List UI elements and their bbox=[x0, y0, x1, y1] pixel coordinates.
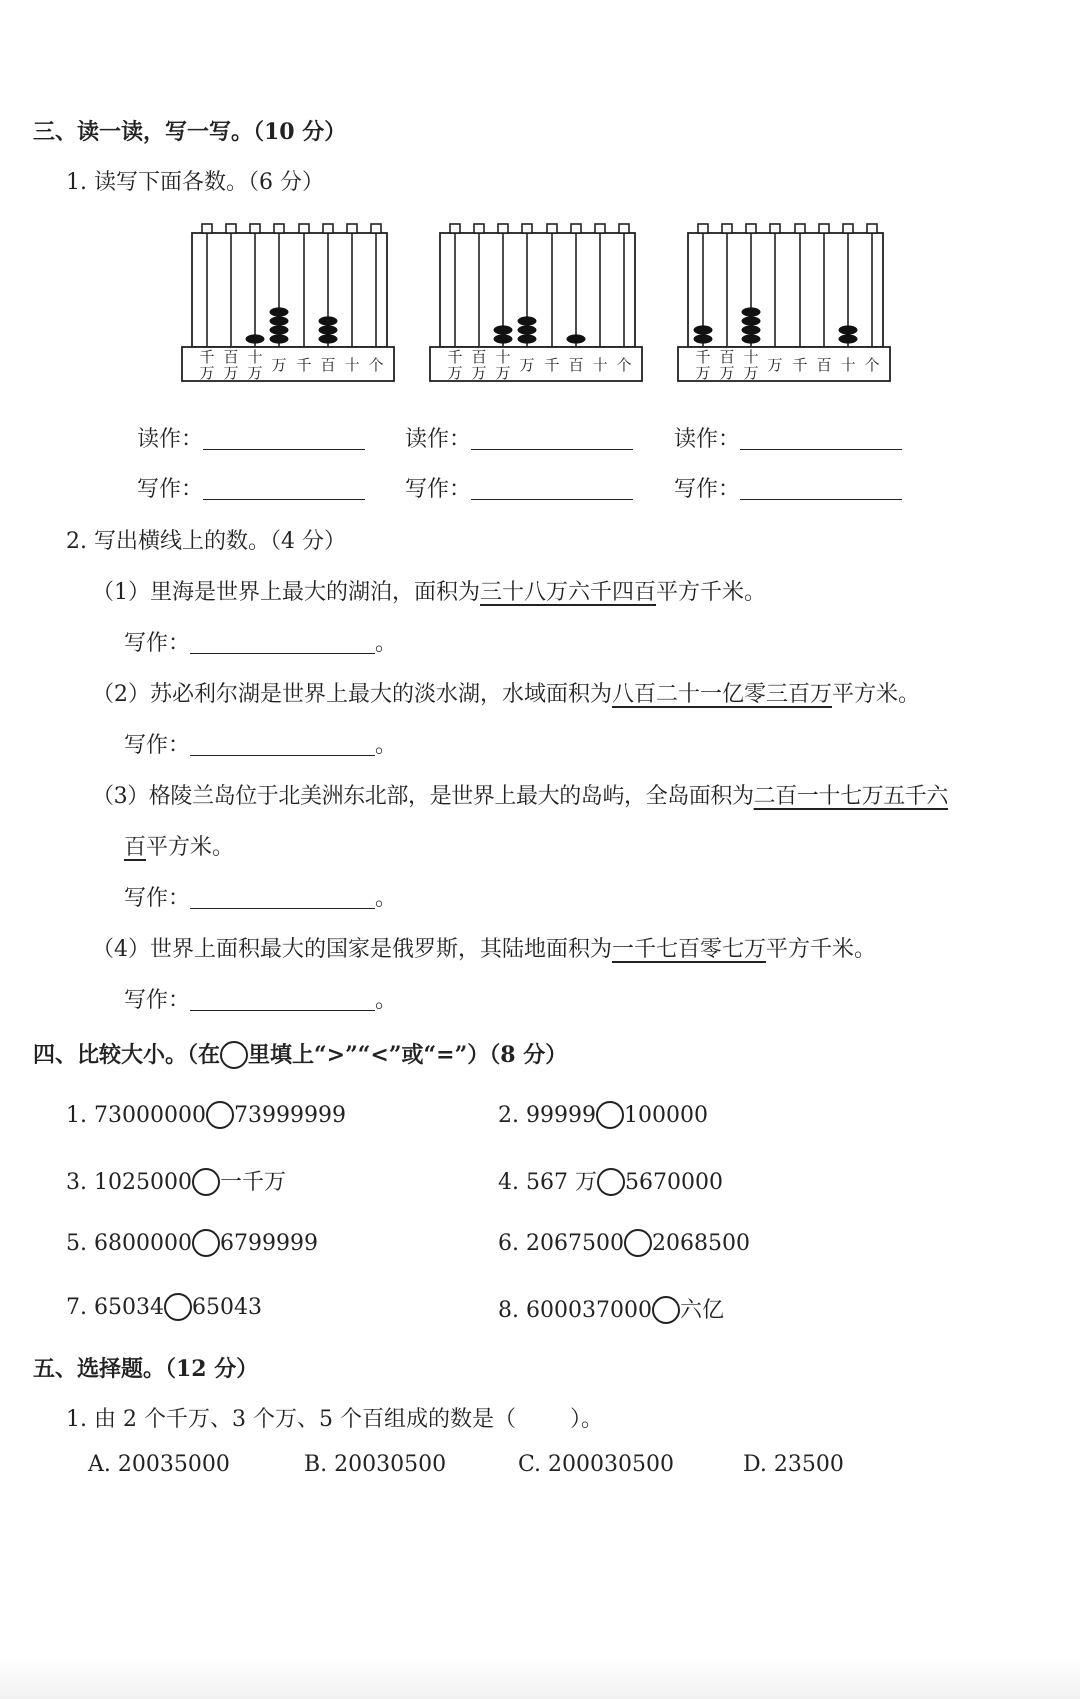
section-3-title: 三、读一读，写一写。（10 分） bbox=[33, 119, 347, 145]
question-1-title: 1. 读写下面各数。（6 分） bbox=[66, 170, 324, 195]
abacus-bead bbox=[270, 316, 289, 325]
answer-blank[interactable] bbox=[203, 449, 365, 450]
rod-cap bbox=[722, 224, 732, 233]
compare-item-3: 3. 1025000 一千万 bbox=[66, 1170, 286, 1195]
answer-blank[interactable] bbox=[471, 449, 633, 450]
answer-blank[interactable] bbox=[203, 499, 365, 500]
abacus-1 bbox=[182, 224, 394, 382]
place-label: 千 bbox=[695, 348, 711, 366]
underlined-number: 一千七百零七万 bbox=[612, 937, 767, 962]
compare-circle[interactable] bbox=[596, 1101, 624, 1129]
abacus-bead bbox=[270, 325, 289, 334]
place-label: 百 bbox=[320, 356, 336, 374]
place-label: 万 bbox=[743, 364, 759, 382]
question-2-title: 2. 写出横线上的数。（4 分） bbox=[66, 529, 346, 554]
abacus-bead bbox=[494, 325, 513, 334]
compare-circle[interactable] bbox=[624, 1229, 652, 1257]
answer-blank[interactable] bbox=[190, 908, 375, 909]
page-bottom-edge bbox=[0, 1659, 1080, 1699]
q2-item-3: （3）格陵兰岛位于北美洲东北部，是世界上最大的岛屿，全岛面积为二百一十七万五千六 bbox=[92, 784, 949, 809]
rod-cap bbox=[547, 224, 557, 233]
place-label: 千 bbox=[199, 348, 215, 366]
place-label: 百 bbox=[719, 348, 735, 366]
abacus-bead bbox=[742, 316, 761, 325]
place-label: 百 bbox=[471, 348, 487, 366]
answer-blank[interactable] bbox=[190, 653, 375, 654]
read-label: 读作： bbox=[137, 427, 204, 452]
option-d[interactable]: D. 23500 bbox=[743, 1452, 844, 1477]
place-label: 十 bbox=[344, 356, 360, 374]
q2-answer-2: 写作： 。 bbox=[124, 733, 398, 758]
compare-circle[interactable] bbox=[597, 1168, 625, 1196]
rod-cap bbox=[795, 224, 805, 233]
place-label: 万 bbox=[223, 364, 239, 382]
place-label: 个 bbox=[616, 356, 632, 374]
underlined-number: 二百一十七万五千六 bbox=[753, 784, 949, 809]
write-label: 写作： bbox=[674, 477, 741, 502]
abacus-bead bbox=[518, 334, 537, 343]
rod-cap bbox=[698, 224, 708, 233]
read-label: 读作： bbox=[405, 427, 472, 452]
abacus-frame bbox=[192, 233, 387, 347]
compare-circle[interactable] bbox=[652, 1296, 680, 1324]
rod-cap bbox=[299, 224, 309, 233]
answer-blank[interactable] bbox=[740, 449, 902, 450]
compare-item-1: 1. 73000000 73999999 bbox=[66, 1103, 346, 1128]
compare-circle[interactable] bbox=[164, 1293, 192, 1321]
rod-cap bbox=[474, 224, 484, 233]
place-label: 千 bbox=[544, 356, 560, 374]
place-label: 万 bbox=[247, 364, 263, 382]
abacus-3 bbox=[678, 224, 890, 382]
option-b[interactable]: B. 20030500 bbox=[304, 1452, 447, 1477]
rod-cap bbox=[323, 224, 333, 233]
place-label: 千 bbox=[447, 348, 463, 366]
underlined-number: 百 bbox=[124, 835, 147, 860]
abacus-bead bbox=[518, 316, 537, 325]
abacus-bead bbox=[494, 334, 513, 343]
abacus-bead bbox=[319, 334, 338, 343]
abacus-bead bbox=[839, 334, 858, 343]
answer-blank[interactable] bbox=[190, 755, 375, 756]
place-label: 万 bbox=[495, 364, 511, 382]
place-label: 十 bbox=[495, 348, 511, 366]
place-label: 个 bbox=[864, 356, 880, 374]
abacus-bead bbox=[742, 307, 761, 316]
place-label: 十 bbox=[743, 348, 759, 366]
compare-item-8: 8. 600037000 六亿 bbox=[498, 1298, 724, 1323]
compare-item-5: 5. 6800000 6799999 bbox=[66, 1231, 318, 1256]
place-label: 十 bbox=[840, 356, 856, 374]
answer-blank[interactable] bbox=[190, 1010, 375, 1011]
abacus-bead bbox=[694, 325, 713, 334]
compare-circle[interactable] bbox=[192, 1229, 220, 1257]
q2-item-2: （2）苏必利尔湖是世界上最大的淡水湖，水域面积为八百二十一亿零三百万平方米。 bbox=[92, 682, 921, 707]
rod-cap bbox=[498, 224, 508, 233]
section-4-title: 四、比较大小。（在 里填上“>”“<”或“=”）（8 分） bbox=[33, 1042, 568, 1068]
place-label: 万 bbox=[199, 364, 215, 382]
q2-item-1: （1）里海是世界上最大的湖泊，面积为三十八万六千四百平方千米。 bbox=[92, 580, 767, 605]
place-label: 万 bbox=[519, 356, 535, 374]
abacus-2 bbox=[430, 224, 642, 382]
abacus-bead bbox=[742, 325, 761, 334]
write-label: 写作： bbox=[405, 477, 472, 502]
place-label: 万 bbox=[767, 356, 783, 374]
q2-answer-3: 写作： 。 bbox=[124, 886, 398, 911]
answer-blank[interactable] bbox=[471, 499, 633, 500]
rod-cap bbox=[522, 224, 532, 233]
abacus-bead bbox=[694, 334, 713, 343]
rod-cap bbox=[571, 224, 581, 233]
choice-question-1: 1. 由 2 个千万、3 个万、5 个百组成的数是（ ）。 bbox=[66, 1407, 603, 1432]
rod-cap bbox=[450, 224, 460, 233]
place-label: 百 bbox=[816, 356, 832, 374]
place-label: 万 bbox=[471, 364, 487, 382]
rod-cap bbox=[819, 224, 829, 233]
rod-cap bbox=[347, 224, 357, 233]
place-label: 百 bbox=[568, 356, 584, 374]
compare-item-2: 2. 99999 100000 bbox=[498, 1103, 708, 1128]
abacus-figures bbox=[0, 215, 1080, 390]
rod-cap bbox=[274, 224, 284, 233]
abacus-bead bbox=[270, 334, 289, 343]
q2-item-3-cont: 百平方米。 bbox=[124, 835, 235, 860]
rod-cap bbox=[226, 224, 236, 233]
q2-answer-4: 写作： 。 bbox=[124, 988, 398, 1013]
abacus-frame bbox=[440, 233, 635, 347]
abacus-bead bbox=[319, 325, 338, 334]
option-c[interactable]: C. 200030500 bbox=[518, 1452, 675, 1477]
rod-cap bbox=[595, 224, 605, 233]
place-label: 万 bbox=[447, 364, 463, 382]
underlined-number: 八百二十一亿零三百万 bbox=[612, 682, 833, 707]
place-label: 十 bbox=[592, 356, 608, 374]
q2-answer-1: 写作： 。 bbox=[124, 631, 398, 656]
rod-cap bbox=[619, 224, 629, 233]
place-label: 个 bbox=[368, 356, 384, 374]
place-label: 千 bbox=[792, 356, 808, 374]
write-label: 写作： bbox=[137, 477, 204, 502]
circle-icon bbox=[220, 1041, 248, 1069]
rod-cap bbox=[250, 224, 260, 233]
rod-cap bbox=[770, 224, 780, 233]
section-5-title: 五、选择题。（12 分） bbox=[33, 1356, 259, 1382]
place-label: 十 bbox=[247, 348, 263, 366]
abacus-bead bbox=[839, 325, 858, 334]
compare-item-4: 4. 567 万 5670000 bbox=[498, 1170, 723, 1195]
abacus-bead bbox=[319, 316, 338, 325]
abacus-bead bbox=[567, 334, 586, 343]
place-label: 万 bbox=[695, 364, 711, 382]
place-label: 万 bbox=[271, 356, 287, 374]
compare-item-7: 7. 65034 65043 bbox=[66, 1295, 262, 1320]
rod-cap bbox=[746, 224, 756, 233]
compare-item-6: 6. 2067500 2068500 bbox=[498, 1231, 750, 1256]
place-label: 千 bbox=[296, 356, 312, 374]
compare-circle[interactable] bbox=[206, 1101, 234, 1129]
abacus-bead bbox=[270, 307, 289, 316]
compare-circle[interactable] bbox=[192, 1168, 220, 1196]
read-label: 读作： bbox=[674, 427, 741, 452]
option-a[interactable]: A. 20035000 bbox=[88, 1452, 230, 1477]
place-label: 百 bbox=[223, 348, 239, 366]
place-label: 万 bbox=[719, 364, 735, 382]
underlined-number: 三十八万六千四百 bbox=[480, 580, 657, 605]
abacus-bead bbox=[742, 334, 761, 343]
q2-item-4: （4）世界上面积最大的国家是俄罗斯，其陆地面积为一千七百零七万平方千米。 bbox=[92, 937, 877, 962]
rod-cap bbox=[867, 224, 877, 233]
answer-blank[interactable] bbox=[740, 499, 902, 500]
rod-cap bbox=[843, 224, 853, 233]
abacus-bead bbox=[518, 325, 537, 334]
abacus-bead bbox=[246, 334, 265, 343]
rod-cap bbox=[202, 224, 212, 233]
rod-cap bbox=[371, 224, 381, 233]
